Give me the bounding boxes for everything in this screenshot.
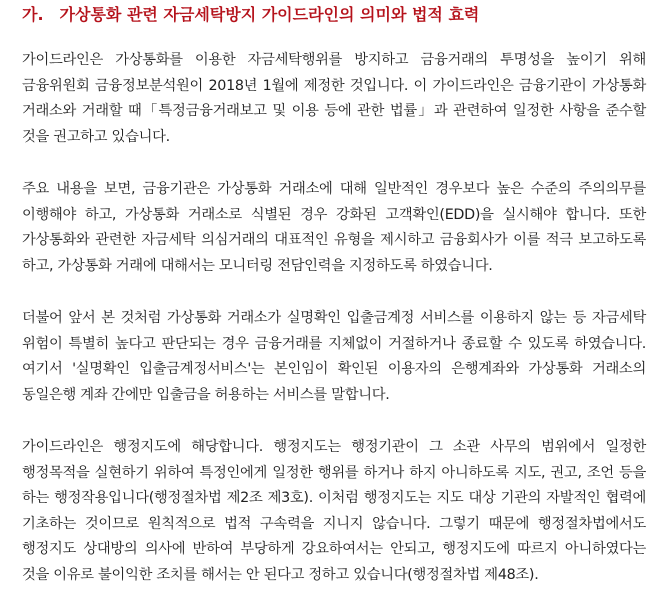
paragraph-administrative-guidance: 가이드라인은 행정지도에 해당합니다. 행정지도는 행정기관이 그 소관 사무의 범위에서 일정한 행정목적을 실현하기 위하여 특정인에게 일정한 행위를 하거나 하지 아니하도록 지도, 권고, 조언 등을 하는 행정작용입니다(행정절차법 제2조 제3호). 이처럼 행정지도는 지도 대상 기관의 자발적인 협력에 기초하는 것이므로 원칙적으로 법적 구속력을 지니지 않습니다. 그렇기 때문에 행정절차법에서도 행정지도 상대방의 의사에 반하여 부당하게 강요하여서는 안되고, 행정지도에 따르지 아니하였다는 것을 이유로 불이익한 조치를 해서는 안 된다고 정하고 있습니다(행정절차법 제48조). <box>22 438 646 583</box>
paragraph-guideline-purpose: 가이드라인은 가상통화를 이용한 자금세탁행위를 방지하고 금융거래의 투명성을 높이기 위해 금융위원회 금융정보분석원이 2018년 1월에 제정한 것입니다. 이 가이드라인은 금융기관이 가상통화 거래소와 거래할 때「특정금융거래보고 및 이용 등에 관한 법률」과 관련하여 일정한 사항을 준수할 것을 권고하고 있습니다. <box>22 52 646 145</box>
paragraph-main-contents: 주요 내용을 보면, 금융기관은 가상통화 거래소에 대해 일반적인 경우보다 높은 수준의 주의의무를 이행해야 하고, 가상통화 거래소로 식별된 경우 강화된 고객확인(EDD)을 실시해야 합니다. 또한 가상통화와 관련한 자금세탁 의심거래의 대표적인 유형을 제시하고 금융회사가 이를 적극 보고하도록 하고, 가상통화 거래에 대해서는 모니터링 전담인력을 지정하도록 하였습니다. <box>22 180 646 274</box>
paragraph-real-name-accounts: 더불어 앞서 본 것처럼 가상통화 거래소가 실명확인 입출금계정 서비스를 이용하지 않는 등 자금세탁 위험이 특별히 높다고 판단되는 경우 금융거래를 지체없이 거절하거나 종료할 수 있도록 하였습니다. 여기서 '실명확인 입출금계정서비스'는 본인임이 확인된 이용자의 은행계좌와 가상통화 거래소의 동일은행 계좌 간에만 입출금을 허용하는 서비스를 말합니다. <box>22 309 646 403</box>
section-heading <box>22 4 646 26</box>
section-marker: 가. <box>22 5 44 24</box>
section-title: 가상통화 관련 자금세탁방지 가이드라인의 의미와 법적 효력 <box>59 5 480 24</box>
